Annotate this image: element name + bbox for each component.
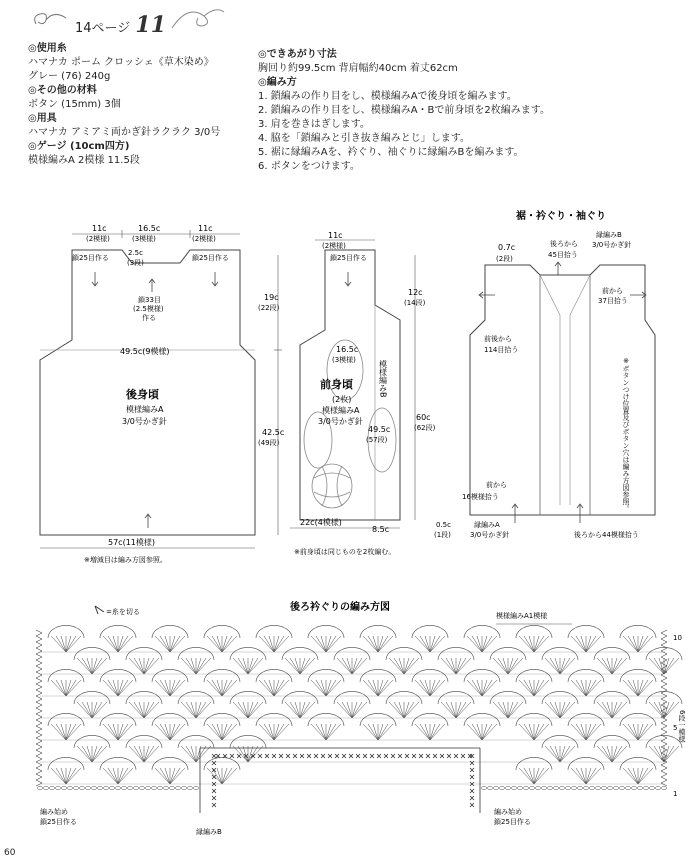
chart-title: 後ろ衿ぐりの編み方図 [290, 602, 390, 613]
chart-left-label-1: 編み始め [40, 808, 68, 816]
chart-row-1: 1 [673, 790, 678, 798]
front-note: ※前身頃は同じものを2枚編む。 [294, 548, 396, 556]
cut-mark-icon [95, 606, 104, 614]
chart-pattern [36, 625, 682, 813]
info-line: 4. 脇を「鎖編みと引き抜き編みとじ」します。 [258, 133, 470, 144]
section-title: ◎できあがり寸法 [258, 49, 337, 60]
front-length-2-rows: (57段) [366, 436, 388, 444]
front-top-dim: 11c [328, 231, 343, 240]
chart-right-label-1: 編み始め [494, 808, 522, 816]
front-body-diagram [270, 210, 450, 574]
edge-front-37-1: 前から [602, 287, 623, 295]
chart-edge-label: 縁編みB [196, 828, 222, 836]
edge-finishing-diagram [434, 205, 680, 569]
back-start-right: 鎖25目作る [192, 254, 229, 262]
back-name: 後身頃 [126, 388, 159, 401]
front-body-length: 60c [416, 413, 431, 422]
info-line: 2. 鎖編みの作り目をし、模様編みA・Bで前身頃を2枚編みます。 [258, 105, 550, 116]
front-mid-width: 16.5c [336, 345, 359, 354]
back-bottom-width: 57c(11模様) [108, 538, 155, 547]
edge-top-left: 0.7c [498, 243, 516, 252]
info-line: 模様編みA 2模様 11.5段 [28, 155, 140, 166]
front-bottom-left: 22c(4模様) [300, 518, 342, 527]
back-neck-rows: (3段) [127, 259, 144, 267]
info-line: 5. 裾に縁編みAを、衿ぐり、袖ぐりに縁編みBを編みます。 [258, 147, 524, 158]
back-mid-width: 49.5c(9模様) [120, 347, 170, 356]
back-start-left: 鎖25目作る [72, 254, 109, 262]
edge-b-1: 縁編みB [596, 231, 622, 239]
header-page-ref [75, 12, 166, 38]
front-hook: 3/0号かぎ針 [318, 417, 363, 426]
edge-a-1: 縁編みA [474, 521, 500, 529]
edge-front-16-2: 16模様拾う [462, 493, 499, 501]
info-line: 1. 鎖編みの作り目をし、模様編みAで後身頃を編みます。 [258, 91, 517, 102]
chart-side-label: 6段一模様 [678, 710, 686, 743]
edge-bottom-h: 0.5c [436, 521, 451, 529]
edge-back-pick-1: 後ろから [550, 240, 578, 248]
info-line: 6. ボタンをつけます。 [258, 161, 360, 172]
info-line: グレー (76) 240g [28, 71, 111, 82]
front-top-sub: (2模様) [322, 242, 346, 250]
back-hook: 3/0号かぎ針 [122, 417, 167, 426]
back-top-dim-2: 16.5c [138, 224, 161, 233]
chart-row-5: 5 [673, 724, 678, 732]
front-mid-sub: (3模様) [332, 356, 356, 364]
info-line: ハマナカ ポーム クロッシェ《草木染め》 [28, 57, 214, 68]
front-stitch: 模様編みA [322, 406, 360, 415]
front-stitch-b: 模様編みB [378, 360, 388, 398]
back-body-rows: (49段) [258, 439, 280, 447]
chart-right-label-2: 鎖25目作る [494, 818, 531, 826]
front-neck: 12c [408, 288, 423, 297]
section-title: ◎ゲージ (10cm四方) [28, 141, 130, 152]
page-ref: 14ページ [75, 21, 131, 36]
front-name: 前身頃 [320, 378, 353, 391]
chart-left-label-2: 鎖25目作る [40, 818, 77, 826]
section-title: ◎用具 [28, 113, 57, 124]
crochet-chart [0, 598, 690, 852]
front-length-2: 49.5c [368, 425, 391, 434]
edge-bottom-h-sub: (1段) [434, 531, 451, 539]
back-top-sub-2: (3模様) [132, 235, 156, 243]
edge-button-note: ※ボタンつけ位置及びボタン穴は編み方図参照。 [622, 357, 630, 512]
edge-title: 裾・衿ぐり・袖ぐり [516, 211, 606, 222]
info-line: 胸回り約99.5cm 背肩幅約40cm 着丈62cm [258, 63, 458, 74]
front-body-rows: (62段) [414, 424, 436, 432]
back-armhole-rows: (22段) [258, 304, 280, 312]
materials-list [28, 42, 220, 168]
back-stitch: 模様編みA [126, 405, 164, 414]
page-number: 60 [4, 848, 16, 858]
back-body-diagram [0, 210, 300, 574]
header-ornament [30, 8, 70, 36]
edge-front-114-1: 前後から [484, 335, 512, 343]
info-line: 3. 肩を巻きはぎします。 [258, 119, 370, 130]
front-neck-rows: (14段) [404, 299, 426, 307]
section-title: ◎使用糸 [28, 43, 67, 54]
back-neck-depth: 2.5c [128, 249, 143, 257]
chart-row-10: 10 [673, 634, 682, 642]
back-neck-chain-3: 作る [142, 314, 156, 322]
front-start: 鎖25目作る [330, 254, 367, 262]
edge-back-44: 後ろから44模様拾う [574, 531, 639, 539]
edge-front-16-1: 前から [486, 481, 507, 489]
instructions-list [258, 48, 550, 174]
section-title: ◎編み方 [258, 77, 297, 88]
edge-front-37-2: 37目拾う [598, 297, 628, 305]
chart-cut-label: =糸を切る [106, 608, 140, 616]
back-neck-chain-2: (2.5模様) [133, 305, 164, 313]
header-swirl [168, 4, 228, 38]
back-top-dim-3: 11c [198, 224, 213, 233]
back-armhole: 19c [264, 293, 279, 302]
back-note: ※増減目は編み方図参照。 [84, 556, 167, 564]
edge-a-2: 3/0号かぎ針 [470, 531, 510, 539]
edge-front-114-2: 114目拾う [484, 346, 519, 354]
edge-top-left-sub: (2段) [496, 255, 513, 263]
front-count: (2枚) [332, 395, 352, 404]
edge-b-2: 3/0号かぎ針 [592, 241, 632, 249]
front-bottom-right: 8.5c [372, 525, 390, 534]
chart-repeat-label: 模様編みA1模様 [496, 612, 548, 620]
back-body-length: 42.5c [262, 428, 285, 437]
info-line: ハマナカ アミアミ両かぎ針ラクラク 3/0号 [28, 127, 221, 138]
back-top-sub-3: (2模様) [192, 235, 216, 243]
back-top-dim-1: 11c [92, 224, 107, 233]
back-neck-chain-1: 鎖33目 [138, 296, 161, 304]
info-line: ボタン (15mm) 3個 [28, 99, 121, 110]
back-top-sub-1: (2模様) [86, 235, 110, 243]
pattern-number: 11 [135, 12, 167, 38]
edge-back-pick-2: 45目拾う [548, 251, 578, 259]
section-title: ◎その他の材料 [28, 85, 97, 96]
